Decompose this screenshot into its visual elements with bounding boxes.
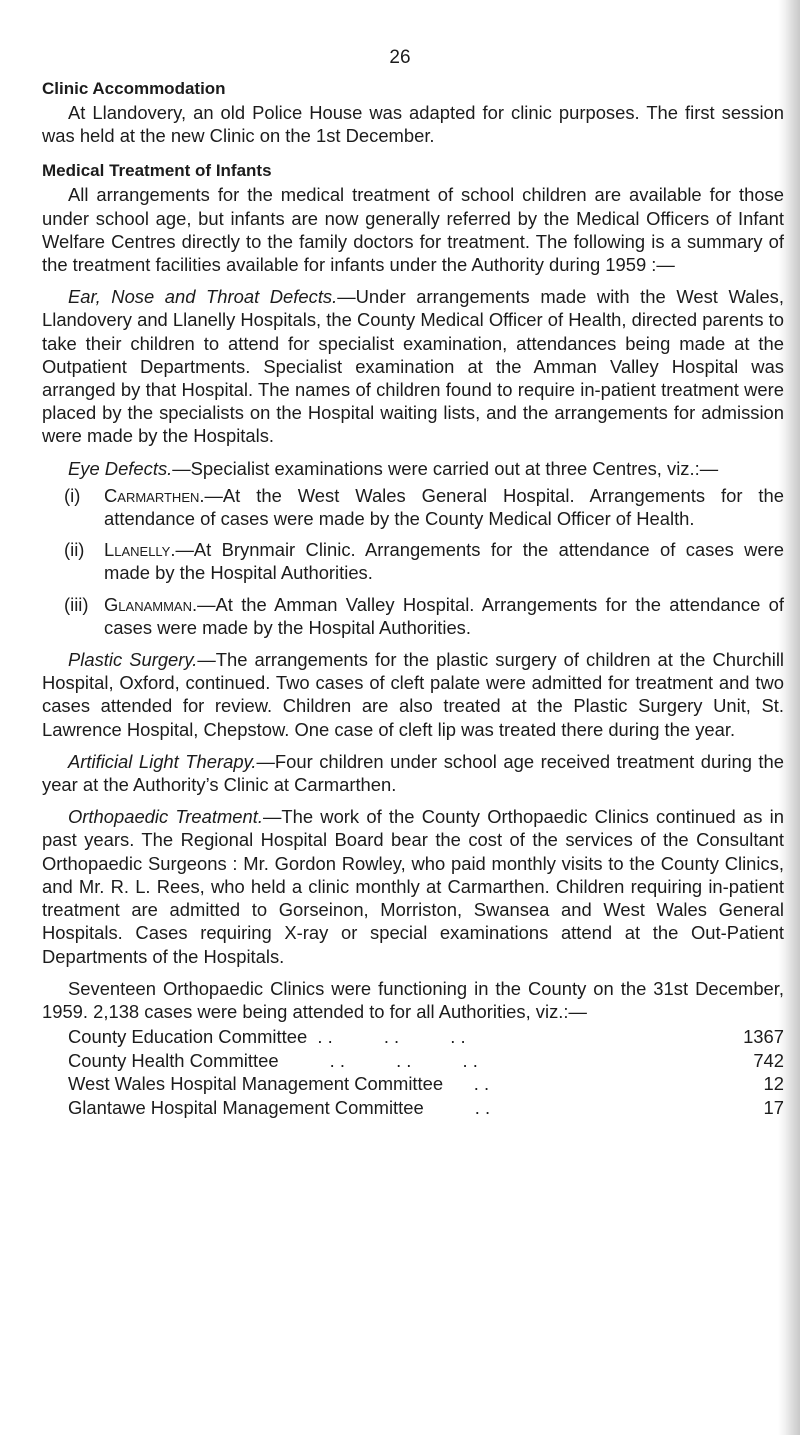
place-name: Llanelly. xyxy=(104,539,176,561)
ent-title: Ear, Nose and Throat Defects. xyxy=(68,286,338,308)
tally-value: 1367 xyxy=(743,1026,784,1048)
light-title: Artificial Light Therapy. xyxy=(68,750,257,772)
page-number: 26 xyxy=(389,47,411,68)
cases-tally xyxy=(68,1025,784,1119)
list-item-eye-3 xyxy=(64,593,784,639)
light-text: —Four children under school age received treatment during the year at the Authority’s Clinic at Carmarthen. xyxy=(42,750,784,796)
list-number: (ii) xyxy=(64,539,85,561)
ortho-title: Orthopaedic Treatment. xyxy=(68,806,263,828)
list-text: —At Brynmair Clinic. Arrangements for the attendance of cases were made by the Hospital Authorities. xyxy=(104,539,784,584)
tally-label: Glantawe Hospital Management Committee . . xyxy=(68,1096,491,1118)
tally-row xyxy=(68,1072,784,1096)
paragraph-seventeen-clinics: Seventeen Orthopaedic Clinics were functioning in the County on the 31st December, 1959. 2,138 cases were being attended to for all Authorities, viz.:— xyxy=(42,977,784,1022)
paragraph-medical-treatment-intro: All arrangements for the medical treatment of school children are available for those under school age, but infants are now generally referred by the Medical Officers of Infant Welfare Centres directly to the family doctors for treatment. The following is a summary of the treatment facilities available for infants under the Authority during 1959 :— xyxy=(42,184,784,276)
place-name: Carmarthen. xyxy=(104,484,205,506)
tally-value: 17 xyxy=(763,1096,784,1118)
list-number: (iii) xyxy=(64,593,89,615)
paragraph-ent xyxy=(42,285,784,447)
heading-clinic-accommodation: Clinic Accommodation xyxy=(42,79,226,98)
eye-text: —Specialist examinations were carried out at three Centres, viz.:— xyxy=(172,457,719,479)
tally-row xyxy=(68,1096,784,1120)
list-number: (i) xyxy=(64,484,81,506)
ent-text: —Under arrangements made with the West Wales, Llandovery and Llanelly Hospitals, the County Medical Officer of Health, directed parents to take their children to attend for specialist examination, attendances being made at the Outpatient Departments. Specialist examination at the Amman Valley Hospital was arranged by that Hospital. The names of children found to require in-patient treatment were placed by the specialists on the Hospital waiting lists, and the arrangements for admission were made by the Hospitals. xyxy=(42,286,784,447)
eye-title: Eye Defects. xyxy=(68,457,173,479)
heading-medical-treatment: Medical Treatment of Infants xyxy=(42,161,272,181)
list-item-eye-1 xyxy=(64,484,784,530)
tally-label: West Wales Hospital Management Committee . . xyxy=(68,1073,490,1095)
paragraph-clinic-accommodation: At Llandovery, an old Police House was adapted for clinic purposes. The first session was held at the new Clinic on the 1st December. xyxy=(42,102,784,147)
plastic-text: —The arrangements for the plastic surgery of children at the Churchill Hospital, Oxford, continued. Two cases of cleft palate were admitted for treatment and two cases attended for review. Children are also treated at the Plastic Surgery Unit, St. Lawrence Hospital, Chepstow. One case of cleft lip was treated there during the year. xyxy=(42,649,784,740)
tally-value: 12 xyxy=(763,1073,784,1095)
paragraph-plastic-surgery xyxy=(42,648,784,741)
ortho-text: —The work of the County Orthopaedic Clinics continued as in past years. The Regional Hospital Board bear the cost of the services of the Consultant Orthopaedic Surgeons : Mr. Gordon Rowley, who paid monthly visits to the County Clinics, and Mr. R. L. Rees, who held a clinic monthly at Carmarthen. Children requiring in-patient treatment are admitted to Gorseinon, Morriston, Swansea and West Wales General Hospitals. Cases requiring X-ray or special examinations attend at the Out-Patient Departments of the Hospitals. xyxy=(42,806,784,967)
document-page xyxy=(42,44,784,1119)
tally-label: County Health Committee . . . . . . xyxy=(68,1049,478,1071)
paragraph-orthopaedic xyxy=(42,805,784,967)
tally-row xyxy=(68,1049,784,1073)
paragraph-light-therapy xyxy=(42,750,784,796)
tally-label: County Education Committee . . . . . . xyxy=(68,1026,466,1048)
paragraph-eye xyxy=(42,457,784,480)
place-name: Glanamman. xyxy=(104,593,198,615)
plastic-title: Plastic Surgery. xyxy=(68,649,198,671)
list-text: —At the West Wales General Hospital. Arrangements for the attendance of cases were made by the County Medical Officer of Health. xyxy=(104,484,784,530)
tally-value: 742 xyxy=(753,1049,784,1071)
tally-row xyxy=(68,1025,784,1049)
list-text: —At the Amman Valley Hospital. Arrangements for the attendance of cases were made by the Hospital Authorities. xyxy=(104,593,784,638)
list-item-eye-2 xyxy=(64,538,784,584)
